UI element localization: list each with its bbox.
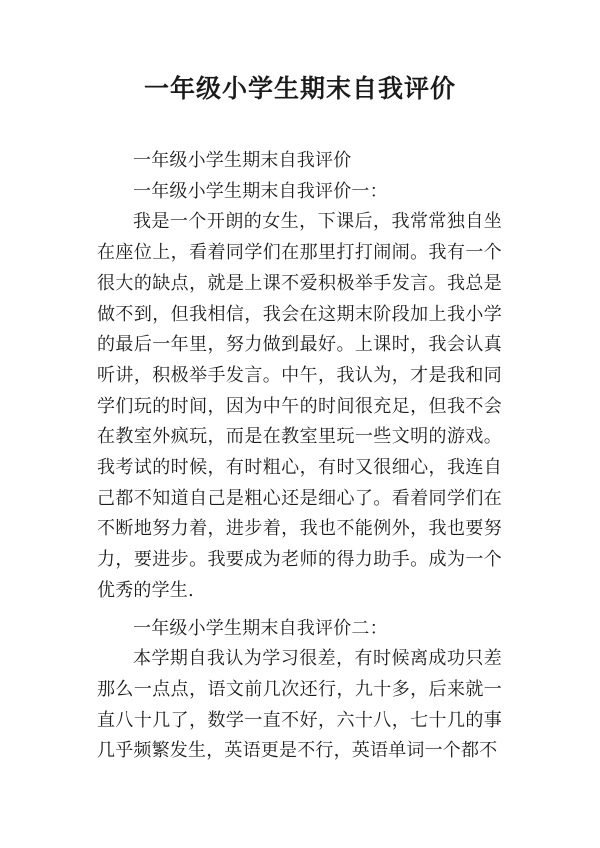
section-heading-one: 一年级小学生期末自我评价一： xyxy=(133,180,388,202)
section-heading-two: 一年级小学生期末自我评价二： xyxy=(133,617,388,639)
document-title: 一年级小学生期末自我评价 xyxy=(143,74,456,103)
document-body xyxy=(97,146,502,767)
body-paragraph-one: 我是一个开朗的女生，下课后，我常常独自坐在座位上，看着同学们在那里打打闹闹。我有一个很大的缺点，就是上课不爱积极举手发言。我总是做不到，但我相信，我会在这期末阶段加上我小学的最后一年里，努力做到最好。上课时，我会认真听讲，积极举手发言。中午，我认为，才是我和同学们玩的时间，因为中午的时间很充足，但我不会在教室外疯玩，而是在教室里玩一些文明的游戏。我考试的时候，有时粗心，有时又很细心，我连自己都不知道自己是粗心还是细心了。看着同学们在不断地努力着，进步着，我也不能例外，我也要努力，要进步。我要成为老师的得力助手。成为一个优秀的学生. xyxy=(97,211,502,601)
body-paragraph-two: 本学期自我认为学习很差，有时候离成功只差那么一点点，语文前几次还行，九十多，后来就一直八十几了，数学一直不好，六十八，七十几的事几乎频繁发生，英语更是不行，英语单词一个都不 xyxy=(97,648,502,762)
body-paragraph-heading: 一年级小学生期末自我评价 xyxy=(133,150,352,171)
